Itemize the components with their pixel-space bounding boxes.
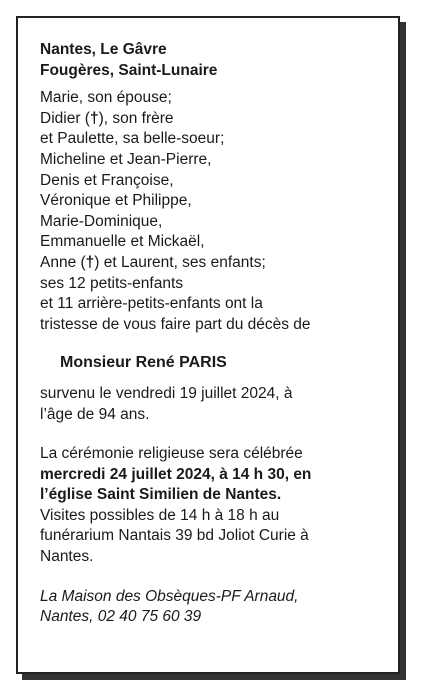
ceremony-line: Nantes. <box>40 548 94 566</box>
family-line: et Paulette, sa belle-soeur; <box>40 130 225 148</box>
locations-heading <box>40 40 380 81</box>
family-line: Anne (†) et Laurent, ses enfants; <box>40 253 266 271</box>
death-details <box>40 384 380 425</box>
family-line: Véronique et Philippe, <box>40 192 192 210</box>
family-line: Marie, son épouse; <box>40 89 172 107</box>
ceremony-line: funérarium Nantais 39 bd Joliot Curie à <box>40 527 309 545</box>
family-line: Emmanuelle et Mickaël, <box>40 233 205 251</box>
ceremony-line: Visites possibles de 14 h à 18 h au <box>40 506 280 524</box>
ceremony-line: l’église Saint Similien de Nantes. <box>40 486 282 504</box>
ceremony-details <box>40 444 380 568</box>
dagger-icon: † <box>85 253 95 271</box>
family-line: et 11 arrière-petits-enfants ont la <box>40 295 263 313</box>
death-line: survenu le vendredi 19 juillet 2024, à <box>40 384 293 402</box>
deceased-name: Monsieur René PARIS <box>60 354 227 372</box>
funeral-home-line: La Maison des Obsèques-PF Arnaud, <box>40 587 299 605</box>
location-line: Nantes, Le Gâvre <box>40 41 167 58</box>
funeral-home-line: Nantes, 02 40 75 60 39 <box>40 608 202 626</box>
family-line: tristesse de vous faire part du décès de <box>40 315 311 333</box>
family-line: ses 12 petits-enfants <box>40 274 184 292</box>
location-line: Fougères, Saint-Lunaire <box>40 61 218 79</box>
death-line: l’âge de 94 ans. <box>40 405 150 423</box>
ceremony-line: mercredi 24 juillet 2024, à 14 h 30, en <box>40 465 312 483</box>
family-list <box>40 88 380 335</box>
ceremony-line: La cérémonie religieuse sera célébrée <box>40 445 303 463</box>
dagger-icon: † <box>89 109 99 127</box>
family-line: Micheline et Jean-Pierre, <box>40 150 212 168</box>
obituary-content <box>40 40 380 628</box>
family-line: Marie-Dominique, <box>40 212 163 230</box>
funeral-home <box>40 587 380 628</box>
family-line: Didier (†), son frère <box>40 109 174 127</box>
family-line: Denis et Françoise, <box>40 171 174 189</box>
